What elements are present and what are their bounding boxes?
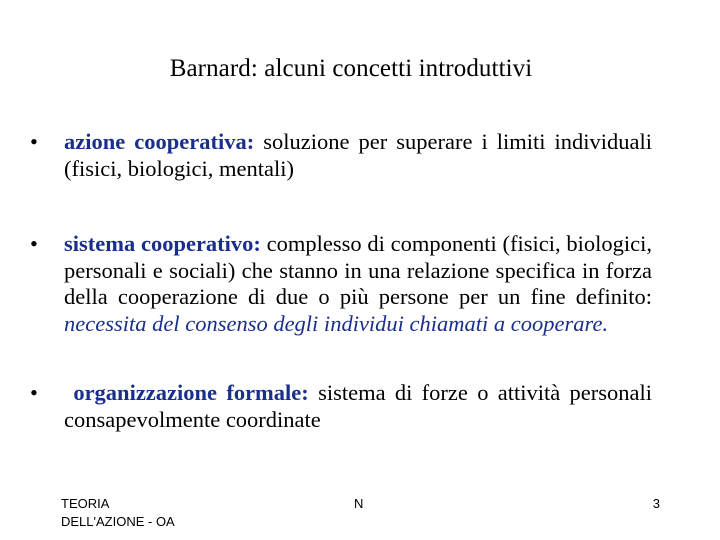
bullet-term: azione cooperativa: [64, 129, 255, 154]
slide-title: Barnard: alcuni concetti introduttivi [169, 55, 533, 82]
footer-line-2: DELL'AZIONE - OA [61, 514, 175, 529]
bullet-dot: • [30, 380, 38, 405]
bullet-text [64, 380, 652, 433]
bullet-term: sistema cooperativo: [64, 231, 261, 256]
bullet-text [64, 231, 652, 337]
bullet-sistema-cooperativo [30, 231, 652, 337]
bullet-emphasis: necessita del consenso degli individui chiamati a cooperare [64, 310, 603, 336]
bullet-tail: . [602, 310, 609, 336]
bullet-text [64, 129, 652, 182]
bullet-body: sistema di forze o attività personali consapevolmente coordinate [64, 380, 652, 432]
bullet-azione-cooperativa [30, 129, 652, 182]
bullet-dot: • [30, 129, 38, 154]
bullet-dot: • [30, 231, 38, 256]
bullet-body: soluzione per superare i limiti individuali (fisici, biologici, mentali) [64, 129, 652, 181]
bullet-term: organizzazione formale: [73, 380, 309, 405]
page-number: 3 [652, 496, 660, 511]
footer-course-label [61, 495, 201, 531]
bullet-organizzazione-formale [30, 380, 652, 433]
bullet-body: complesso di componenti (fisici, biologici, personali e sociali) che stanno in una relazione specifica in forza della cooperazione di due o più persone per un fine definito: [64, 231, 652, 309]
footer-center-label: N [354, 496, 364, 511]
footer-line-1: TEORIA [61, 496, 110, 511]
